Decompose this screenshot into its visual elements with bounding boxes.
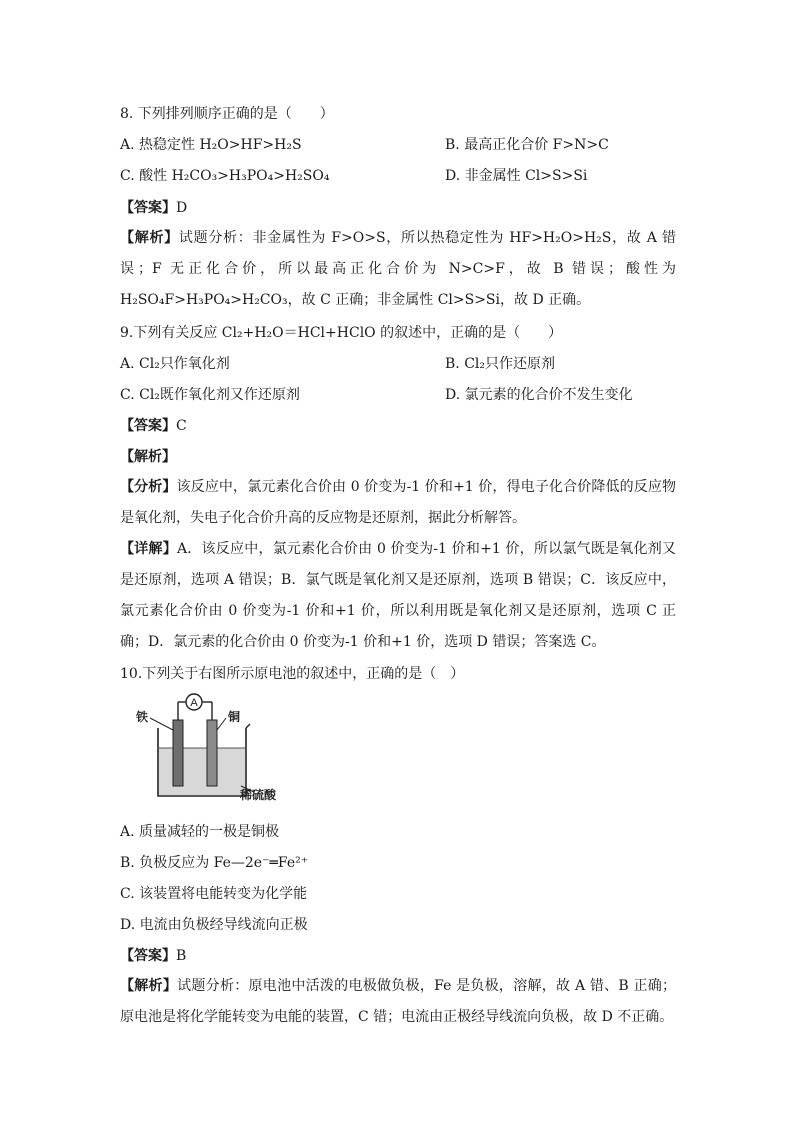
q10-answer: B xyxy=(176,948,187,964)
q8-option-b: B. 最高正化合价 F>N>C xyxy=(445,137,609,153)
q10-option-b: B. 负极反应为 Fe—2e⁻═Fe²⁺ xyxy=(120,855,309,871)
q10-stem: 10.下列关于右图所示原电池的叙述中，正确的是（ ） xyxy=(120,666,465,682)
q9-fenxi xyxy=(120,472,676,534)
iron-electrode xyxy=(173,720,183,786)
q9-option-c: C. Cl₂既作氧化剂又作还原剂 xyxy=(120,387,300,403)
analysis-tag: 【解析】 xyxy=(120,449,176,465)
q9-option-a: A. Cl₂只作氧化剂 xyxy=(120,356,230,372)
q9-stem: 9.下列有关反应 Cl₂+H₂O＝HCl+HClO 的叙述中，正确的是（ ） xyxy=(120,325,563,341)
q9-answer: C xyxy=(176,418,187,434)
q9-option-b: B. Cl₂只作还原剂 xyxy=(445,356,555,372)
iron-label: 铁 xyxy=(136,710,149,724)
electrolyte-label: 稀硫酸 xyxy=(240,788,277,802)
q10-option-d: D. 电流由负极经导线流向正极 xyxy=(120,917,308,933)
q8-answer-line xyxy=(120,198,187,218)
q8-option-d: D. 非金属性 Cl>S>Si xyxy=(445,168,588,184)
ammeter-label: A xyxy=(190,697,198,709)
q9-xiangjie xyxy=(120,534,676,658)
q10-analysis-text: 试题分析：原电池中活泼的电极做负极，Fe 是负极，溶解，故 A 错、B 正确；原电池是将化学能转变为电能的装置，C 错；电流由正极经导线流向负极，故 D 不正确。 xyxy=(120,978,677,1025)
q10-answer-line xyxy=(120,946,186,966)
q8-answer: D xyxy=(176,200,188,216)
answer-tag: 【答案】 xyxy=(120,200,176,216)
q8-analysis-text: 试题分析：非金属性为 F>O>S，所以热稳定性为 HF>H₂O>H₂S，故 A 错误；F 无正化合价，所以最高正化合价为 N>C>F，故 B 错误；酸性为 H₂SO₄F>H₃PO₄>H₂CO₃，故 C 正确；非金属性 Cl>S>Si，故 D 正确。 xyxy=(120,230,677,308)
q8-option-c: C. 酸性 H₂CO₃>H₃PO₄>H₂SO₄ xyxy=(120,168,330,184)
q9-analysis-tag xyxy=(120,447,176,467)
q8-stem: 8. 下列排列顺序正确的是（ ） xyxy=(120,106,334,122)
q9-xiangjie-text: A．该反应中，氯元素化合价由 0 价变为-1 价和+1 价，所以氯气既是氧化剂又是还原剂，选项 A 错误；B．氯气既是氧化剂又是还原剂，选项 B 错误；C．该反应中，氯元素化合价由 0 价变为-1 价和+1 价，所以利用既是氧化剂又是还原剂，选项 C 正确；D．氯元素的化合价由 0 价变为-1 价和+1 价，选项 D 错误；答案选 C。 xyxy=(120,541,676,650)
q10-option-a: A. 质量减轻的一极是铜极 xyxy=(120,824,280,840)
fenxi-tag: 【分析】 xyxy=(120,479,177,495)
q8-analysis xyxy=(120,223,676,316)
q9-option-d: D. 氯元素的化合价不发生变化 xyxy=(445,387,633,403)
q10-analysis xyxy=(120,971,676,1033)
answer-tag: 【答案】 xyxy=(120,418,176,434)
copper-label: 铜 xyxy=(228,710,241,724)
xiangjie-tag: 【详解】 xyxy=(120,541,177,557)
electrolyte-liquid xyxy=(159,748,245,795)
q8-option-a: A. 热稳定性 H₂O>HF>H₂S xyxy=(120,137,302,153)
q9-fenxi-text: 该反应中，氯元素化合价由 0 价变为-1 价和+1 价，得电子化合价降低的反应物是氧化剂，失电子化合价升高的反应物是还原剂，据此分析解答。 xyxy=(120,479,677,526)
q10-option-c: C. 该装置将电能转变为化学能 xyxy=(120,886,308,902)
galvanic-cell-diagram xyxy=(136,690,286,802)
answer-tag: 【答案】 xyxy=(120,948,176,964)
analysis-tag: 【解析】 xyxy=(120,230,179,246)
analysis-tag: 【解析】 xyxy=(120,978,178,994)
copper-electrode xyxy=(207,720,217,786)
q9-answer-line xyxy=(120,416,187,436)
